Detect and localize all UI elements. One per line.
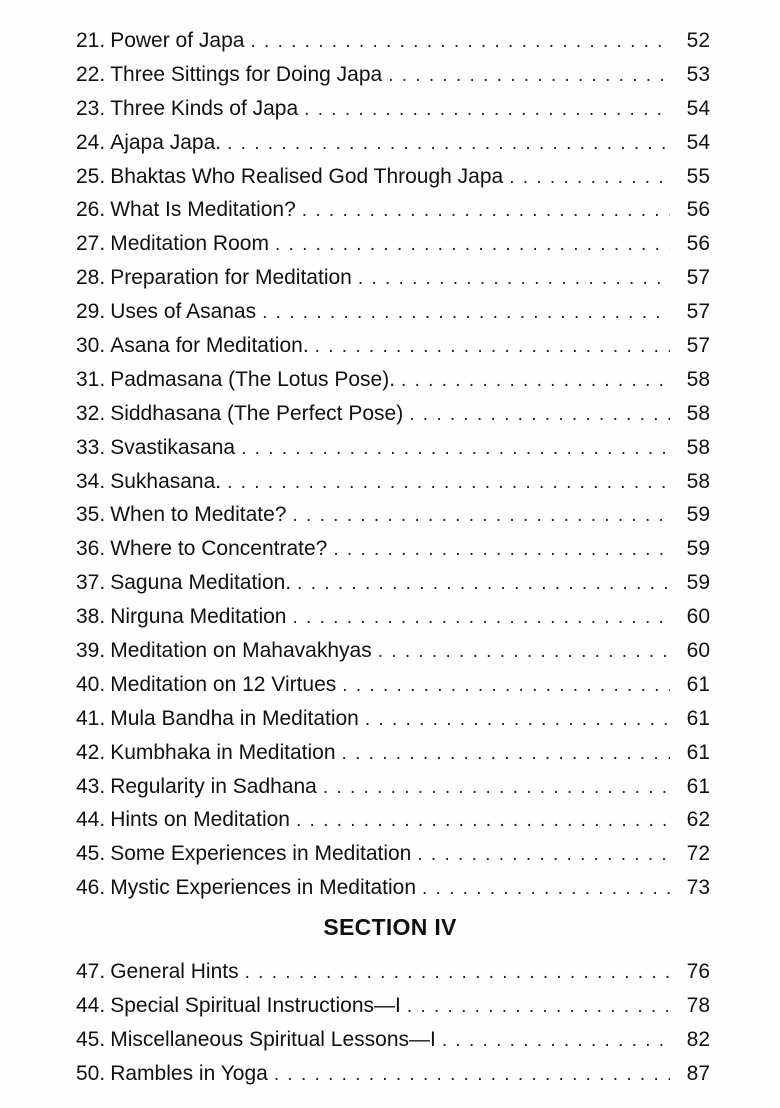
dot-leader — [417, 838, 670, 872]
entry-page-number: 59 — [686, 503, 710, 527]
dot-leader — [378, 635, 670, 669]
entry-title: Mystic Experiences in Meditation — [110, 876, 416, 900]
entry-title: Asana for Meditation. — [110, 334, 309, 358]
entry-title: Meditation Room — [110, 232, 269, 256]
entry-title: Where to Concentrate? — [110, 537, 328, 561]
entry-number: 41. — [76, 706, 106, 730]
toc-entry — [76, 702, 710, 736]
entry-number: 31. — [76, 367, 106, 391]
entry-title: When to Meditate? — [110, 503, 287, 527]
dot-leader — [245, 956, 670, 990]
dot-leader — [323, 771, 670, 805]
entry-page-number: 76 — [686, 960, 710, 983]
entry-page-number: 55 — [686, 164, 710, 188]
toc-entry — [76, 498, 710, 532]
dot-leader — [274, 1058, 670, 1092]
entry-title: Regularity in Sadhana — [110, 774, 317, 798]
entry-title: What Is Meditation? — [110, 198, 296, 222]
entry-title: Ajapa Japa. — [110, 130, 222, 154]
entry-number: 23. — [76, 96, 106, 120]
entry-page-number: 54 — [686, 96, 710, 120]
entry-number: 47. — [76, 960, 106, 983]
entry-number: 46. — [76, 876, 106, 900]
entry-number: 34. — [76, 469, 106, 493]
dot-leader — [250, 25, 670, 59]
dot-leader — [227, 127, 670, 161]
toc-entry — [76, 92, 710, 126]
toc-entry — [76, 1023, 710, 1057]
toc-entry — [76, 770, 710, 804]
entry-page-number: 61 — [686, 740, 710, 764]
toc-entry — [76, 532, 710, 566]
entry-title: General Hints — [110, 960, 239, 983]
entry-title: Some Experiences in Meditation — [110, 842, 412, 866]
toc-entry — [76, 871, 710, 905]
entry-title: Nirguna Meditation — [110, 605, 287, 629]
toc-entry — [76, 329, 710, 363]
entry-number: 22. — [76, 62, 106, 86]
toc-entry — [76, 566, 710, 600]
entry-page-number: 56 — [686, 232, 710, 256]
entry-number: 32. — [76, 401, 106, 425]
dot-leader — [342, 669, 670, 703]
entry-number: 28. — [76, 266, 106, 290]
entry-number: 50. — [76, 1061, 106, 1085]
dot-leader — [297, 567, 670, 601]
toc-entry — [76, 600, 710, 634]
entry-title: Meditation on Mahavakhyas — [110, 639, 372, 663]
entry-page-number: 58 — [686, 401, 710, 425]
entry-title: Padmasana (The Lotus Pose). — [110, 367, 396, 391]
toc-entry — [76, 193, 710, 227]
entry-page-number: 54 — [686, 130, 710, 154]
entry-title: Miscellaneous Spiritual Lessons—I — [110, 1027, 436, 1051]
toc-entry — [76, 295, 710, 329]
dot-leader — [407, 990, 670, 1024]
entry-title: Siddhasana (The Perfect Pose) — [110, 401, 404, 425]
entry-number: 40. — [76, 672, 106, 696]
dot-leader — [401, 364, 670, 398]
entry-page-number: 57 — [686, 266, 710, 290]
dot-leader — [409, 398, 670, 432]
dot-leader — [241, 432, 670, 466]
entry-page-number: 58 — [686, 435, 710, 459]
dot-leader — [365, 703, 670, 737]
entry-page-number: 61 — [686, 774, 710, 798]
entry-page-number: 58 — [686, 469, 710, 493]
entry-number: 45. — [76, 842, 106, 866]
dot-leader — [388, 59, 670, 93]
dot-leader — [302, 194, 670, 228]
entry-page-number: 60 — [686, 639, 710, 663]
dot-leader — [342, 737, 670, 771]
dot-leader — [275, 228, 670, 262]
entry-title: Special Spiritual Instructions—I — [110, 993, 401, 1017]
entry-number: 45. — [76, 1027, 106, 1051]
entry-page-number: 61 — [686, 706, 710, 730]
entry-number: 36. — [76, 537, 106, 561]
entry-title: Three Sittings for Doing Japa — [110, 62, 383, 86]
dot-leader — [292, 601, 670, 635]
entry-title: Preparation for Meditation — [110, 266, 352, 290]
toc-entry — [76, 431, 710, 465]
toc-entry — [76, 736, 710, 770]
entry-number: 42. — [76, 740, 106, 764]
dot-leader — [296, 804, 670, 838]
entry-title: Kumbhaka in Meditation — [110, 740, 336, 764]
entry-number: 27. — [76, 232, 106, 256]
dot-leader — [333, 533, 670, 567]
dot-leader — [358, 262, 670, 296]
toc-entry — [76, 58, 710, 92]
toc-entry — [76, 160, 710, 194]
dot-leader — [509, 161, 670, 195]
entry-page-number: 53 — [686, 62, 710, 86]
toc-entry — [76, 227, 710, 261]
entry-title: Saguna Meditation. — [110, 571, 292, 595]
dot-leader — [227, 466, 670, 500]
entry-title: Hints on Meditation — [110, 808, 290, 832]
entry-page-number: 52 — [686, 29, 710, 52]
toc-entry — [76, 261, 710, 295]
entry-title: Three Kinds of Japa — [110, 96, 299, 120]
entry-title: Uses of Asanas — [110, 300, 257, 324]
entry-number: 44. — [76, 993, 106, 1017]
toc-entry — [76, 363, 710, 397]
entry-page-number: 59 — [686, 537, 710, 561]
entry-number: 33. — [76, 435, 106, 459]
entry-page-number: 62 — [686, 808, 710, 832]
entry-number: 25. — [76, 164, 106, 188]
entry-number: 21. — [76, 29, 106, 52]
entry-title: Power of Japa — [110, 29, 245, 52]
entry-page-number: 61 — [686, 672, 710, 696]
entry-page-number: 87 — [686, 1061, 710, 1085]
entry-page-number: 58 — [686, 367, 710, 391]
table-of-contents — [76, 24, 710, 905]
toc-entry — [76, 1057, 710, 1091]
entry-page-number: 59 — [686, 571, 710, 595]
dot-leader — [442, 1024, 670, 1058]
entry-page-number: 82 — [686, 1027, 710, 1051]
table-of-contents-section-iv — [76, 955, 710, 1091]
entry-number: 37. — [76, 571, 106, 595]
dot-leader — [304, 93, 670, 127]
entry-number: 26. — [76, 198, 106, 222]
dot-leader — [262, 296, 670, 330]
entry-number: 29. — [76, 300, 106, 324]
entry-title: Bhaktas Who Realised God Through Japa — [110, 164, 504, 188]
entry-page-number: 60 — [686, 605, 710, 629]
entry-number: 30. — [76, 334, 106, 358]
toc-entry — [76, 989, 710, 1023]
entry-page-number: 57 — [686, 300, 710, 324]
entry-number: 24. — [76, 130, 106, 154]
toc-entry — [76, 126, 710, 160]
entry-page-number: 72 — [686, 842, 710, 866]
toc-entry — [76, 955, 710, 989]
entry-page-number: 73 — [686, 876, 710, 900]
toc-entry — [76, 465, 710, 499]
toc-entry — [76, 668, 710, 702]
dot-leader — [292, 499, 670, 533]
entry-page-number: 57 — [686, 334, 710, 358]
toc-entry — [76, 803, 710, 837]
entry-title: Rambles in Yoga — [110, 1061, 268, 1085]
entry-number: 44. — [76, 808, 106, 832]
dot-leader — [315, 330, 670, 364]
entry-number: 43. — [76, 774, 106, 798]
entry-page-number: 56 — [686, 198, 710, 222]
entry-number: 38. — [76, 605, 106, 629]
entry-number: 35. — [76, 503, 106, 527]
entry-number: 39. — [76, 639, 106, 663]
entry-title: Mula Bandha in Meditation — [110, 706, 359, 730]
toc-entry — [76, 837, 710, 871]
entry-title: Svastikasana — [110, 435, 236, 459]
toc-entry — [76, 634, 710, 668]
entry-page-number: 78 — [686, 993, 710, 1017]
toc-entry — [76, 24, 710, 58]
dot-leader — [422, 872, 670, 906]
entry-title: Meditation on 12 Virtues — [110, 672, 337, 696]
entry-title: Sukhasana. — [110, 469, 222, 493]
toc-entry — [76, 397, 710, 431]
section-heading: SECTION IV — [323, 914, 457, 940]
